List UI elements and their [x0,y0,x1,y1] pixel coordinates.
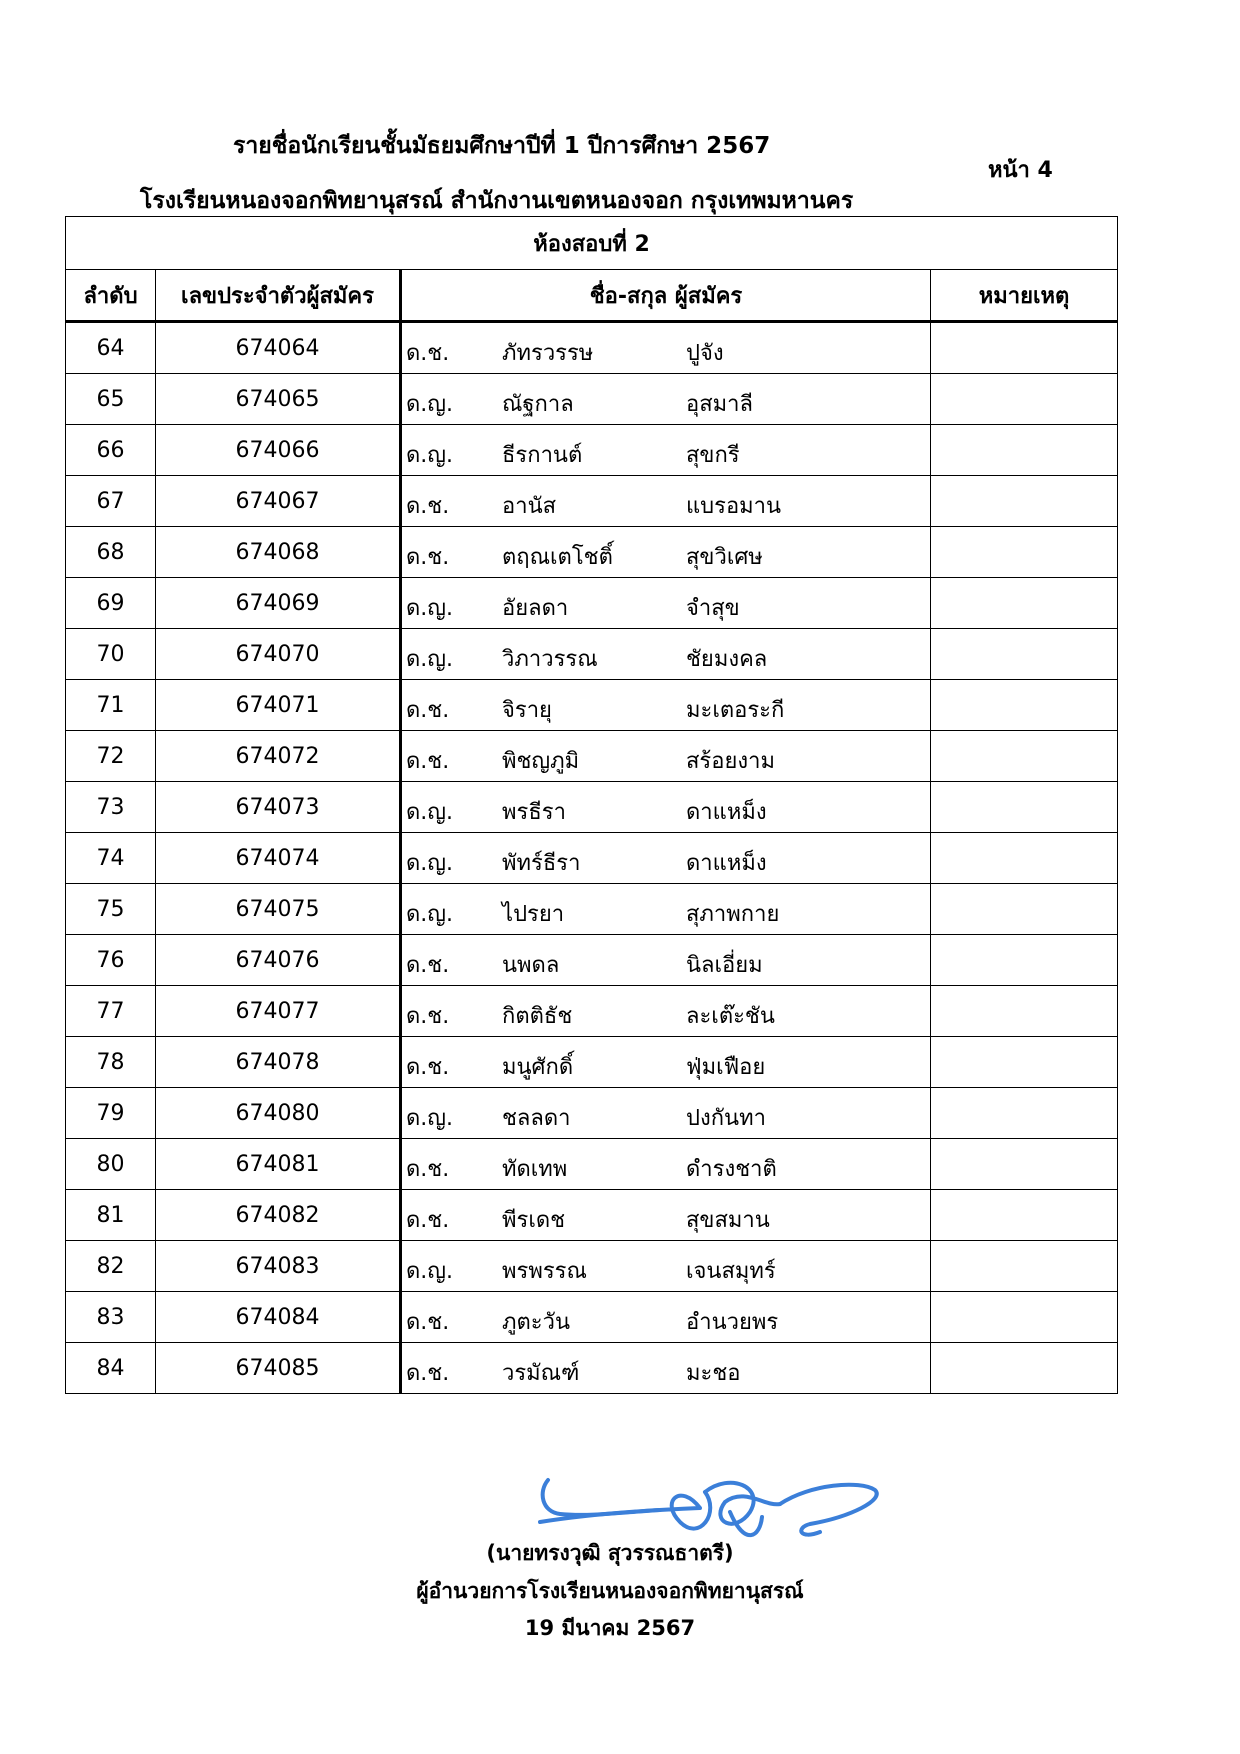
applicant-name-cell [401,578,931,629]
school-subtitle: โรงเรียนหนองจอกพิทยานุสรณ์ สำนักงานเขตหนองจอก กรุงเทพมหานคร [140,188,854,214]
row-number: 71 [66,680,156,731]
applicant-id: 674083 [156,1241,401,1292]
name-prefix: ด.ญ. [406,647,454,672]
first-name: ภัทรวรรษ [502,341,594,366]
row-number: 68 [66,527,156,578]
first-name: ณัฐกาล [502,392,574,417]
table-row [66,1088,1118,1139]
signer-position: ผู้อำนวยการโรงเรียนหนองจอกพิทยานุสรณ์ [416,1579,804,1603]
applicant-name-cell [401,425,931,476]
last-name: มะเตอระกี [686,698,785,723]
first-name: อานัส [502,494,557,519]
table-row [66,1190,1118,1241]
last-name: สร้อยงาม [686,749,775,774]
first-name: พรพรรณ [502,1259,587,1284]
applicant-id: 674065 [156,374,401,425]
document-title: รายชื่อนักเรียนชั้นมัธยมศึกษาปีที่ 1 ปีการศึกษา 2567 [233,133,771,159]
last-name: ปงกันทา [686,1106,766,1131]
table-row [66,1241,1118,1292]
name-prefix: ด.ช. [406,341,450,366]
name-prefix: ด.ญ. [406,851,454,876]
first-name: ไปรยา [502,902,565,927]
first-name: ภูตะวัน [502,1310,570,1335]
row-number: 80 [66,1139,156,1190]
last-name: จำสุข [686,596,740,621]
note-cell [931,884,1118,935]
applicant-name-cell [401,629,931,680]
name-prefix: ด.ช. [406,494,450,519]
name-prefix: ด.ญ. [406,596,454,621]
name-prefix: ด.ญ. [406,1259,454,1284]
first-name: จิรายุ [502,698,552,723]
last-name: ชัยมงคล [686,647,768,672]
row-number: 76 [66,935,156,986]
first-name: ทัดเทพ [502,1157,568,1182]
applicant-name-cell [401,1190,931,1241]
applicant-id: 674074 [156,833,401,884]
applicant-name-cell [401,1343,931,1394]
first-name: นพดล [502,953,560,978]
signer-name: (นายทรงวุฒิ สุวรรณธาตรี) [486,1541,734,1565]
note-cell [931,629,1118,680]
name-prefix: ด.ช. [406,1157,450,1182]
note-cell [931,1343,1118,1394]
note-cell [931,1190,1118,1241]
applicant-id: 674085 [156,1343,401,1394]
applicant-id: 674067 [156,476,401,527]
applicant-id: 674080 [156,1088,401,1139]
table-row [66,425,1118,476]
applicant-name-cell [401,680,931,731]
applicant-id: 674075 [156,884,401,935]
first-name: มนูศักดิ์ [502,1055,574,1080]
page-number: หน้า 4 [988,158,1053,183]
first-name: พิชญภูมิ [502,749,580,774]
row-number: 65 [66,374,156,425]
last-name: ละเต๊ะชัน [686,1004,775,1029]
table-row [66,731,1118,782]
name-prefix: ด.ช. [406,545,450,570]
row-number: 73 [66,782,156,833]
name-prefix: ด.ญ. [406,1106,454,1131]
table-row [66,527,1118,578]
table-row [66,476,1118,527]
applicant-id: 674082 [156,1190,401,1241]
applicant-name-cell [401,1139,931,1190]
last-name: แบรอมาน [686,494,782,519]
row-number: 83 [66,1292,156,1343]
last-name: ปูจัง [686,341,724,366]
note-cell [931,527,1118,578]
applicant-name-cell [401,731,931,782]
row-number: 84 [66,1343,156,1394]
applicant-name-cell [401,986,931,1037]
applicant-id: 674066 [156,425,401,476]
note-cell [931,1037,1118,1088]
table-row [66,578,1118,629]
table-row [66,322,1118,374]
row-number: 75 [66,884,156,935]
note-cell [931,986,1118,1037]
table-row [66,986,1118,1037]
name-prefix: ด.ญ. [406,443,454,468]
last-name: นิลเอี่ยม [686,953,763,978]
table-row [66,1037,1118,1088]
applicant-name-cell [401,1088,931,1139]
row-number: 72 [66,731,156,782]
applicant-name-cell [401,476,931,527]
row-number: 69 [66,578,156,629]
applicant-id: 674081 [156,1139,401,1190]
last-name: สุขวิเศษ [686,545,763,570]
name-prefix: ด.ช. [406,1208,450,1233]
first-name: พีรเดช [502,1208,566,1233]
applicant-id: 674069 [156,578,401,629]
last-name: อุสมาลี [686,392,753,417]
last-name: ดาแหม็ง [686,851,767,876]
first-name: ธีรกานต์ [502,443,583,468]
row-number: 66 [66,425,156,476]
applicant-name-cell [401,782,931,833]
last-name: ฟุ่มเฟือย [686,1055,766,1080]
last-name: ดาแหม็ง [686,800,767,825]
row-number: 81 [66,1190,156,1241]
applicant-name-cell [401,1292,931,1343]
row-number: 82 [66,1241,156,1292]
exam-room-label: ห้องสอบที่ 2 [66,217,1118,270]
applicant-id: 674064 [156,322,401,374]
row-number: 78 [66,1037,156,1088]
last-name: เจนสมุทร์ [686,1259,776,1284]
table-row [66,1343,1118,1394]
row-number: 64 [66,322,156,374]
note-cell [931,1241,1118,1292]
note-cell [931,1139,1118,1190]
table-row [66,680,1118,731]
applicant-name-cell [401,374,931,425]
note-cell [931,935,1118,986]
signature-date: 19 มีนาคม 2567 [524,1616,696,1640]
first-name: วิภาวรรณ [502,647,598,672]
name-prefix: ด.ช. [406,749,450,774]
note-cell [931,1292,1118,1343]
applicant-id: 674077 [156,986,401,1037]
applicant-id: 674078 [156,1037,401,1088]
student-roster-table [65,216,1118,1394]
applicant-id: 674076 [156,935,401,986]
note-cell [931,782,1118,833]
table-row [66,833,1118,884]
applicant-id: 674072 [156,731,401,782]
first-name: ชลลดา [502,1106,571,1131]
row-number: 70 [66,629,156,680]
row-number: 67 [66,476,156,527]
first-name: อัยลดา [502,596,569,621]
note-cell [931,476,1118,527]
note-cell [931,578,1118,629]
name-prefix: ด.ช. [406,698,450,723]
name-prefix: ด.ช. [406,1004,450,1029]
applicant-name-cell [401,1241,931,1292]
name-prefix: ด.ช. [406,1055,450,1080]
column-header-note: หมายเหตุ [931,270,1118,322]
table-row [66,884,1118,935]
applicant-id: 674068 [156,527,401,578]
applicant-name-cell [401,884,931,935]
name-prefix: ด.ช. [406,1310,450,1335]
table-row [66,1292,1118,1343]
last-name: มะชอ [686,1361,741,1386]
applicant-name-cell [401,322,931,374]
note-cell [931,425,1118,476]
row-number: 79 [66,1088,156,1139]
applicant-name-cell [401,527,931,578]
applicant-name-cell [401,1037,931,1088]
row-number: 74 [66,833,156,884]
applicant-name-cell [401,935,931,986]
last-name: อำนวยพร [686,1310,779,1335]
name-prefix: ด.ช. [406,953,450,978]
applicant-name-cell [401,833,931,884]
column-header-name: ชื่อ-สกุล ผู้สมัคร [401,270,931,322]
note-cell [931,731,1118,782]
column-header-id: เลขประจำตัวผู้สมัคร [156,270,401,322]
first-name: ตฤณเตโชติ์ [502,545,613,570]
last-name: สุขสมาน [686,1208,770,1233]
first-name: พัทร์ธีรา [502,851,581,876]
column-header-no: ลำดับ [66,270,156,322]
table-row [66,935,1118,986]
first-name: วรมัณฑ์ [502,1361,580,1386]
note-cell [931,680,1118,731]
row-number: 77 [66,986,156,1037]
first-name: กิตติธัช [502,1004,573,1029]
name-prefix: ด.ญ. [406,902,454,927]
last-name: สุภาพกาย [686,902,780,927]
roster-body [66,322,1118,1394]
applicant-id: 674070 [156,629,401,680]
last-name: ดำรงชาติ [686,1157,777,1182]
note-cell [931,833,1118,884]
applicant-id: 674084 [156,1292,401,1343]
table-row [66,629,1118,680]
table-row [66,1139,1118,1190]
table-row [66,374,1118,425]
name-prefix: ด.ญ. [406,800,454,825]
applicant-id: 674073 [156,782,401,833]
name-prefix: ด.ญ. [406,392,454,417]
table-row [66,782,1118,833]
note-cell [931,374,1118,425]
name-prefix: ด.ช. [406,1361,450,1386]
note-cell [931,1088,1118,1139]
applicant-id: 674071 [156,680,401,731]
first-name: พรธีรา [502,800,566,825]
note-cell [931,322,1118,374]
last-name: สุขกรี [686,443,740,468]
